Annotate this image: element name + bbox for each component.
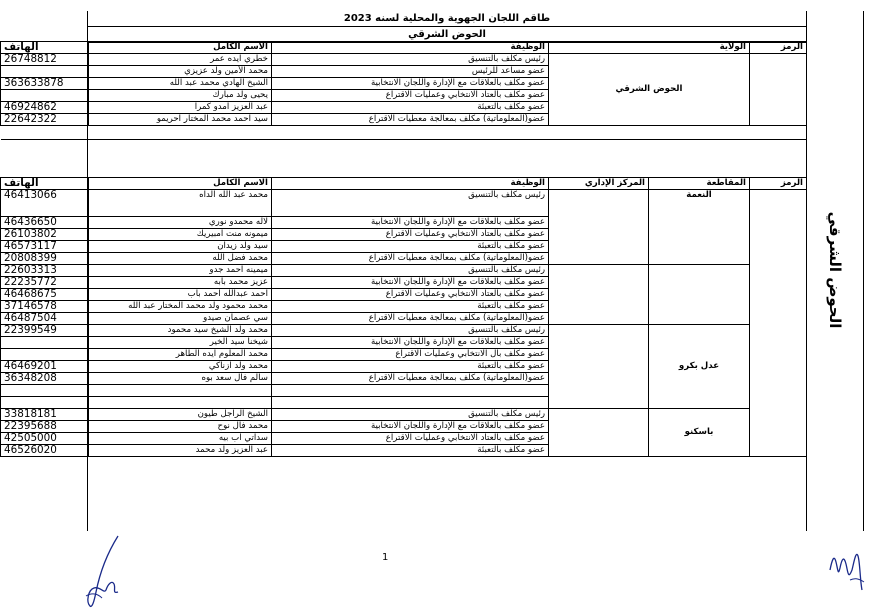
table-row bbox=[1, 190, 807, 217]
code-cell bbox=[750, 190, 807, 457]
name-cell: محمد المعلوم ايده الطاهر bbox=[89, 349, 272, 361]
role-cell: عضو مكلف بالعلاقات مع الإدارة واللجان الانتخابية bbox=[272, 217, 549, 229]
role-cell: عضو مكلف بالعتاد الانتخابي وعمليات الاقتراع bbox=[272, 289, 549, 301]
name-cell: سيد احمد محمد المختار احريمو bbox=[89, 114, 272, 126]
local-committee-table bbox=[0, 177, 807, 457]
phone-cell: 46573117 bbox=[1, 241, 89, 253]
role-cell: عضو(المعلوماتية) مكلف بمعالجة معطيات الاقتراع bbox=[272, 253, 549, 265]
name-cell: سيد ولد زيدان bbox=[89, 241, 272, 253]
role-cell: عضو مكلف بالتعبئة bbox=[272, 301, 549, 313]
spacer-cell bbox=[89, 385, 272, 397]
table-header-row bbox=[1, 178, 807, 190]
moughataa-cell: باسكنو bbox=[649, 409, 750, 457]
phone-cell: 46436650 bbox=[1, 217, 89, 229]
phone-cell bbox=[1, 349, 89, 361]
phone-cell bbox=[1, 337, 89, 349]
name-cell: عبد العزيز آمدو كمرا bbox=[89, 102, 272, 114]
admin-center-cell bbox=[549, 325, 649, 409]
spacer-cell bbox=[89, 397, 272, 409]
role-cell: عضو(المعلوماتية) مكلف بمعالجة معطيات الاقتراع bbox=[272, 114, 549, 126]
phone-cell: 26748812 bbox=[1, 54, 89, 66]
role-cell: رئيس مكلف بالتنسيق bbox=[272, 409, 549, 421]
phone-cell: 33818181 bbox=[1, 409, 89, 421]
admin-center-cell bbox=[549, 190, 649, 265]
moughataa-cell: النعمة bbox=[649, 190, 750, 265]
role-cell: عضو مكلف بالعلاقات مع الإدارة واللجان الانتخابية bbox=[272, 78, 549, 90]
page-title: طاقم اللجان الجهوية والمحلية لسنه 2023 bbox=[88, 11, 806, 27]
phone-cell: 46487504 bbox=[1, 313, 89, 325]
phone-cell bbox=[1, 90, 89, 102]
header-wilaya: الولاية bbox=[549, 42, 750, 54]
name-cell: سالم فال سعد بوه bbox=[89, 373, 272, 385]
role-cell: عضو مكلف بالعلاقات مع الإدارة واللجان الانتخابية bbox=[272, 421, 549, 433]
phone-cell: 22399549 bbox=[1, 325, 89, 337]
name-cell: ميمونه منت امبيريك bbox=[89, 229, 272, 241]
name-cell: محمد الأمين ولد عزيزي bbox=[89, 66, 272, 78]
side-region-label bbox=[820, 210, 850, 330]
phone-cell: 22642322 bbox=[1, 114, 89, 126]
signature-right bbox=[826, 540, 870, 600]
role-cell: عضو مكلف بال الانتخابي وعمليات الاقتراع bbox=[272, 349, 549, 361]
header-phone: الهاتف bbox=[1, 42, 89, 54]
table-header-row bbox=[1, 42, 807, 54]
role-cell: رئيس مكلف بالتنسيق bbox=[272, 325, 549, 337]
spacer-cell bbox=[1, 385, 89, 397]
role-cell: عضو مكلف بالتعبئة bbox=[272, 241, 549, 253]
phone-cell: 42505000 bbox=[1, 433, 89, 445]
role-cell: عضو مكلف بالتعبئة bbox=[272, 445, 549, 457]
name-cell: محمد ولد ازناكي bbox=[89, 361, 272, 373]
role-cell: رئيس مكلف بالتنسيق bbox=[272, 54, 549, 66]
header-admin-center: المركز الإداري bbox=[549, 178, 649, 190]
role-cell: رئيس مكلف بالتنسيق bbox=[272, 265, 549, 277]
name-cell: محمد عبد الله الداه bbox=[89, 190, 272, 217]
phone-cell: 20808399 bbox=[1, 253, 89, 265]
role-cell: عضو مساعد للرئيس bbox=[272, 66, 549, 78]
header-name: الاسم الكامل bbox=[89, 42, 272, 54]
page-number: 1 bbox=[382, 552, 389, 563]
table-row bbox=[1, 325, 807, 337]
name-cell: سداتي اب بيه bbox=[89, 433, 272, 445]
spacer-row bbox=[1, 126, 807, 140]
table-row bbox=[1, 409, 807, 421]
phone-cell: 37146578 bbox=[1, 301, 89, 313]
role-cell: عضو مكلف بالعلاقات مع الإدارة واللجان الانتخابية bbox=[272, 277, 549, 289]
role-cell: عضو مكلف بالتعبئة bbox=[272, 361, 549, 373]
code-cell bbox=[750, 54, 807, 126]
header-name: الاسم الكامل bbox=[89, 178, 272, 190]
header-moughataa: المقاطعة bbox=[649, 178, 750, 190]
phone-cell: 22395688 bbox=[1, 421, 89, 433]
header-role: الوظيفة bbox=[272, 42, 549, 54]
name-cell: شيخنا سيد الخير bbox=[89, 337, 272, 349]
spacer-cell bbox=[1, 397, 89, 409]
phone-cell: 46526020 bbox=[1, 445, 89, 457]
name-cell: الشيخ الهادي محمد عبد الله bbox=[89, 78, 272, 90]
wilaya-cell: الحوض الشرقي bbox=[549, 54, 750, 126]
name-cell: خطري ايده عمر bbox=[89, 54, 272, 66]
name-cell: سي عصمان صيدو bbox=[89, 313, 272, 325]
table-row bbox=[1, 54, 807, 66]
name-cell: عزيز محمد بابه bbox=[89, 277, 272, 289]
name-cell: ميمينه احمد جدو bbox=[89, 265, 272, 277]
regional-committee-table bbox=[0, 41, 807, 140]
role-cell: عضو(المعلوماتية) مكلف بمعالجة معطيات الاقتراع bbox=[272, 313, 549, 325]
name-cell: الشيخ الراجل طيون bbox=[89, 409, 272, 421]
admin-center-cell bbox=[549, 265, 649, 325]
header-role: الوظيفة bbox=[272, 178, 549, 190]
moughataa-cell bbox=[649, 265, 750, 325]
admin-center-cell bbox=[549, 409, 649, 457]
phone-cell: 46924862 bbox=[1, 102, 89, 114]
role-cell: عضو(المعلوماتية) مكلف بمعالجة معطيات الاقتراع bbox=[272, 373, 549, 385]
role-cell: عضو مكلف بالعتاد الانتخابي وعمليات الاقتراع bbox=[272, 433, 549, 445]
role-cell: عضو مكلف بالعلاقات مع الإدارة واللجان الانتخابية bbox=[272, 337, 549, 349]
name-cell: لاله محمدو نوري bbox=[89, 217, 272, 229]
phone-cell: 26103802 bbox=[1, 229, 89, 241]
phone-cell: 46469201 bbox=[1, 361, 89, 373]
name-cell: محمد محمود ولد محمد المختار عبد الله bbox=[89, 301, 272, 313]
spacer-cell bbox=[272, 385, 549, 397]
signature-left bbox=[78, 532, 148, 610]
title-block bbox=[88, 11, 806, 41]
name-cell: محمد ولد الشيخ سيد محمود bbox=[89, 325, 272, 337]
header-code: الرمز bbox=[750, 42, 807, 54]
spacer-cell bbox=[272, 397, 549, 409]
phone-cell: 22235772 bbox=[1, 277, 89, 289]
phone-cell bbox=[1, 66, 89, 78]
phone-cell: 46468675 bbox=[1, 289, 89, 301]
header-code: الرمز bbox=[750, 178, 807, 190]
role-cell: عضو مكلف بالعتاد الانتخابي وعمليات الاقتراع bbox=[272, 90, 549, 102]
moughataa-cell: عدل بكرو bbox=[649, 325, 750, 409]
name-cell: عبد العزيز ولد محمد bbox=[89, 445, 272, 457]
role-cell: عضو مكلف بالتعبئة bbox=[272, 102, 549, 114]
side-label-text: الحوض الشرقي bbox=[826, 211, 844, 329]
page-subtitle: الحوض الشرقي bbox=[88, 27, 806, 43]
spacer-cell bbox=[1, 126, 807, 140]
header-phone: الهاتف bbox=[1, 178, 89, 190]
role-cell: رئيس مكلف بالتنسيق bbox=[272, 190, 549, 217]
name-cell: احمد عبدالله احمد باب bbox=[89, 289, 272, 301]
phone-cell: 36348208 bbox=[1, 373, 89, 385]
name-cell: محمد فضل الله bbox=[89, 253, 272, 265]
name-cell: يحيى ولد مبارك bbox=[89, 90, 272, 102]
table-row bbox=[1, 265, 807, 277]
frame-line bbox=[863, 11, 864, 531]
phone-cell: 22603313 bbox=[1, 265, 89, 277]
phone-cell: 363633878 bbox=[1, 78, 89, 90]
role-cell: عضو مكلف بالعتاد الانتخابي وعمليات الاقتراع bbox=[272, 229, 549, 241]
phone-cell: 46413066 bbox=[1, 190, 89, 217]
name-cell: محمد فال نوح bbox=[89, 421, 272, 433]
